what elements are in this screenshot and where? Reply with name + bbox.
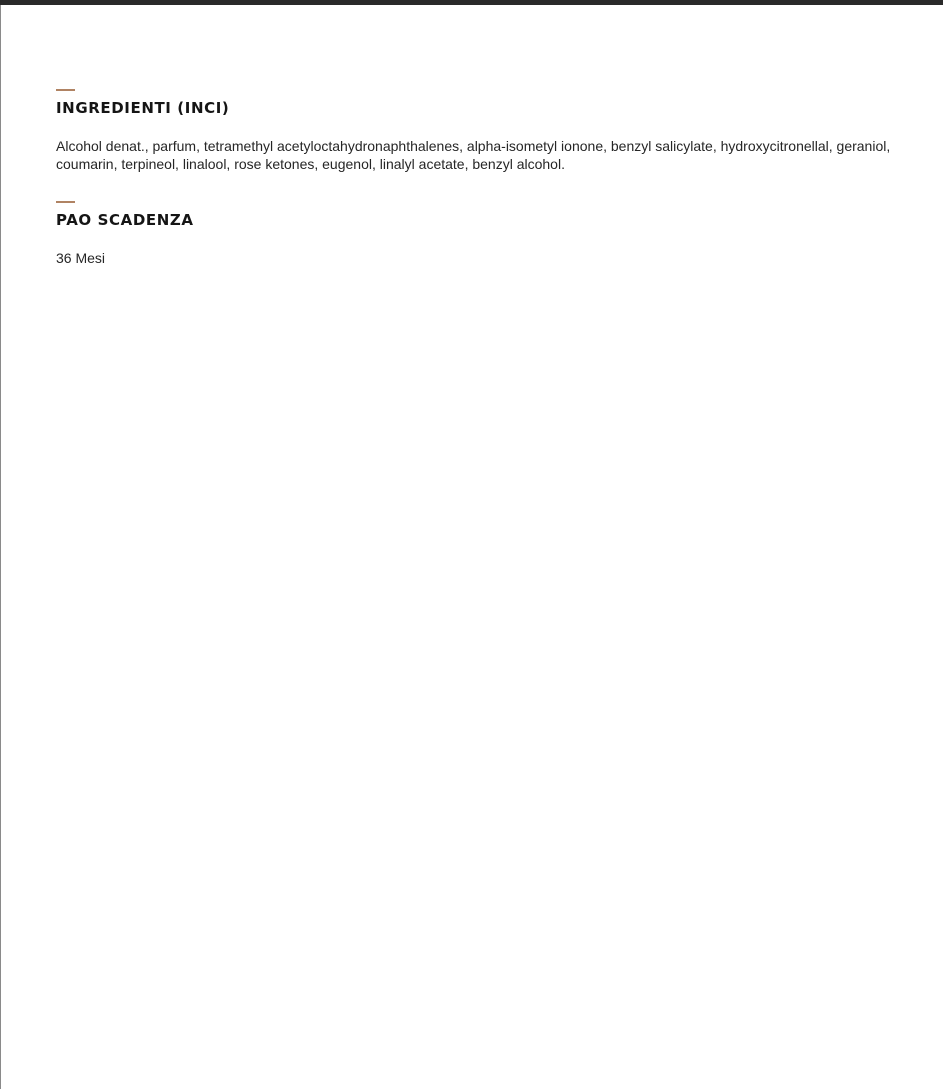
- pao-accent-line: [56, 201, 75, 203]
- pao-value: 36 Mesi: [56, 250, 106, 266]
- ingredients-accent-line: [56, 89, 75, 91]
- window-top-bar: [0, 0, 943, 5]
- window-left-edge: [0, 5, 1, 1089]
- ingredients-section: [56, 89, 896, 173]
- ingredients-title: INGREDIENTI (INCI): [56, 99, 230, 117]
- ingredients-text: Alcohol denat., parfum, tetramethyl acetyloctahydronaphthalenes, alpha-isometyl ionone, benzyl salicylate, hydroxycitronellal, geraniol, coumarin, terpineol, linalool, rose ketones, eugenol, linalyl acetate, benzyl alcohol.: [56, 138, 891, 172]
- product-details-content: [56, 89, 896, 295]
- pao-expiry-section: [56, 201, 896, 267]
- pao-title: PAO SCADENZA: [56, 211, 194, 229]
